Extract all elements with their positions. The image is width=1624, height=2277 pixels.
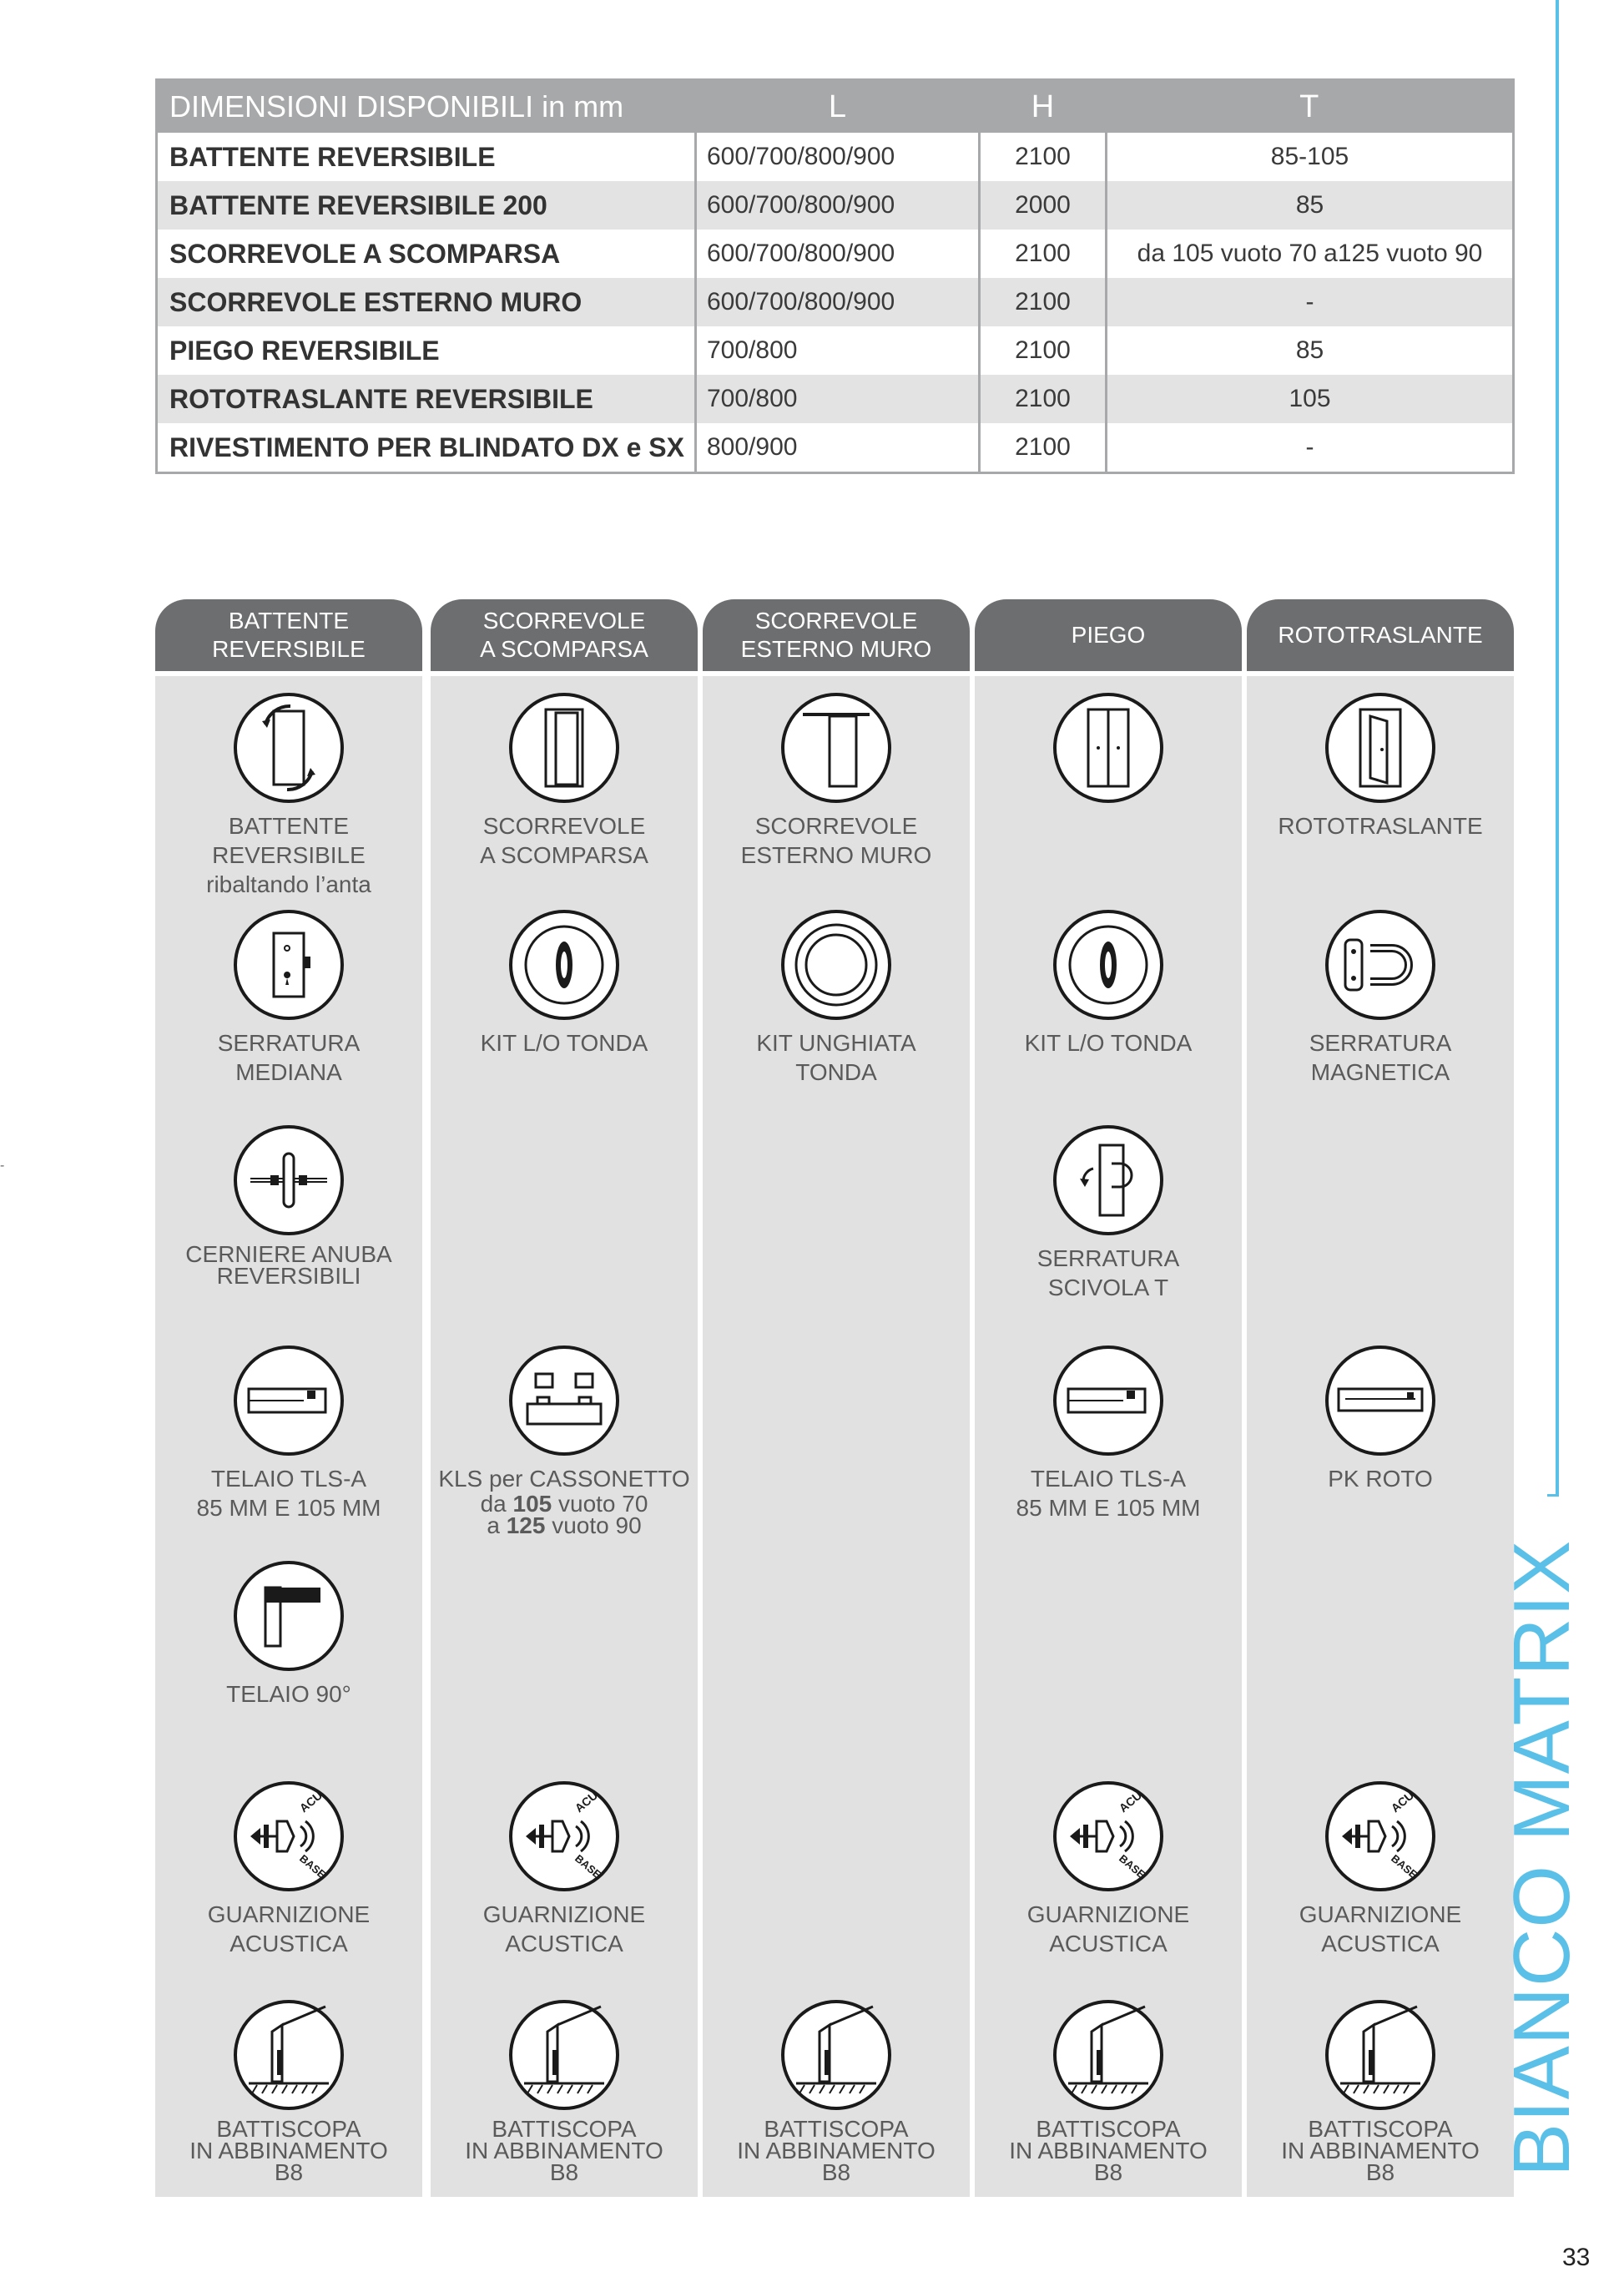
feature-label: PK ROTO [1328,1466,1433,1492]
column-title: PIEGO [975,599,1242,671]
column-body [703,676,970,2197]
feature-label: BATTISCOPA IN ABBINAMENTO B8 [465,2116,663,2185]
center-lock-icon [232,908,345,1022]
feature-label: TELAIO TLS-A 85 MM E 105 MM [196,1466,381,1521]
row-t: da 105 vuoto 70 a125 vuoto 90 [1107,230,1514,278]
round-lock-kit-icon [507,908,621,1022]
feature-label: TELAIO TLS-A 85 MM E 105 MM [1016,1466,1201,1521]
row-h: 2100 [980,230,1107,278]
feature-item [1247,908,1514,1087]
frame-profile-icon [1052,1344,1165,1457]
header-h: H [980,80,1107,134]
wall-sliding-door-icon [779,691,893,805]
feature-item [1247,1780,1514,1958]
row-t: 85 [1107,181,1514,230]
collection-title: BIANCO MATRIX [1497,1539,1586,2177]
feature-label: ROTOTRASLANTE [1278,813,1483,839]
feature-label: SCORREVOLE ESTERNO MURO [740,813,932,868]
row-name: PIEGO REVERSIBILE [169,335,440,366]
feature-item [975,1780,1242,1958]
feature-label: BATTISCOPA IN ABBINAMENTO B8 [189,2116,388,2185]
feature-label: KIT UNGHIATA TONDA [756,1030,916,1085]
hinge-icon [232,1123,345,1237]
table-row [157,326,1514,375]
feature-item [703,1998,970,2184]
column-title: ROTOTRASLANTE [1247,599,1514,671]
row-t: 105 [1107,375,1514,423]
table-row [157,278,1514,326]
kls-sub-line-2: a 125 vuoto 90 [487,1512,642,1538]
folding-door-icon [1052,691,1165,805]
feature-label: CERNIERE ANUBA REVERSIBILI [185,1241,392,1289]
feature-item [431,691,698,870]
row-l: 600/700/800/900 [696,133,980,181]
column-scorrevole-esterno-muro [703,599,970,2197]
acoustic-seal-icon [507,1780,621,1893]
row-name: BATTENTE REVERSIBILE [169,141,496,172]
feature-item [155,1559,422,1709]
kls-sub-line-1: da 105 vuoto 70 [480,1491,648,1517]
feature-item [155,1123,422,1287]
slide-lock-icon [1052,1123,1165,1237]
feature-item [975,1123,1242,1302]
feature-item [431,1780,698,1958]
pk-roto-profile-icon [1324,1344,1437,1457]
feature-item [975,1998,1242,2184]
row-l: 600/700/800/900 [696,278,980,326]
feature-item [155,1344,422,1522]
table-row [157,423,1514,473]
row-name: ROTOTRASLANTE REVERSIBILE [157,375,696,423]
row-h: 2100 [980,423,1107,473]
skirting-board-icon [1052,1998,1165,2112]
feature-label: BATTENTE REVERSIBILE ribaltando l’anta [206,813,371,897]
row-l: 800/900 [696,423,980,473]
feature-item [1247,1998,1514,2184]
column-title: BATTENTE REVERSIBILE [155,599,422,671]
feature-item [975,691,1242,805]
row-l: 600/700/800/900 [696,230,980,278]
feature-item [431,1998,698,2184]
pivot-door-icon [1324,691,1437,805]
feature-item [703,908,970,1087]
skirting-board-icon [507,1998,621,2112]
row-h: 2100 [980,326,1107,375]
feature-item [975,1344,1242,1522]
table-row [157,181,1514,230]
feature-item [155,1998,422,2184]
feature-label: BATTISCOPA IN ABBINAMENTO B8 [1281,2116,1480,2185]
table-row [157,133,1514,181]
frame-90-icon [232,1559,345,1673]
feature-label: SERRATURA SCIVOLA T [1036,1245,1180,1300]
acoustic-seal-icon [1052,1780,1165,1893]
feature-label: SCORREVOLE A SCOMPARSA [480,813,648,868]
accent-tick-line [1547,1494,1559,1497]
feature-item [1247,691,1514,841]
margin-mark: - [0,1159,5,1173]
dimensions-table [155,78,1515,474]
feature-label: GUARNIZIONE ACUSTICA [207,1901,371,1956]
feature-label: BATTISCOPA IN ABBINAMENTO B8 [1009,2116,1208,2185]
frame-profile-icon [232,1344,345,1457]
round-recess-kit-icon [779,908,893,1022]
row-name: BATTENTE REVERSIBILE 200 [157,181,696,230]
feature-label: SERRATURA MEDIANA [217,1030,361,1085]
row-l: 700/800 [696,326,980,375]
page-number: 33 [1562,2244,1591,2271]
feature-label: GUARNIZIONE ACUSTICA [1026,1901,1190,1956]
header-dimensions: DIMENSIONI DISPONIBILI in mm [157,80,696,134]
accent-vertical-line [1556,0,1559,1494]
row-name: SCORREVOLE ESTERNO MURO [157,278,696,326]
acoustic-seal-icon [232,1780,345,1893]
feature-item [155,908,422,1087]
feature-item [703,691,970,870]
feature-label: BATTISCOPA IN ABBINAMENTO B8 [737,2116,936,2185]
feature-item [155,691,422,899]
row-name: RIVESTIMENTO PER BLINDATO DX e SX [169,432,684,462]
row-l: 600/700/800/900 [696,181,980,230]
row-h: 2100 [980,278,1107,326]
feature-item [975,908,1242,1058]
feature-item [1247,1344,1514,1493]
magnetic-lock-icon [1324,908,1437,1022]
skirting-board-icon [779,1998,893,2112]
table-row [157,375,1514,423]
row-h: 2100 [980,375,1107,423]
row-l: 700/800 [696,375,980,423]
swing-door-reversible-icon [232,691,345,805]
column-battente-reversibile [155,599,422,2197]
table-header-row [157,80,1514,134]
column-piego [975,599,1242,2197]
feature-item [431,1344,698,1537]
row-t: - [1107,423,1514,473]
column-scorrevole-a-scomparsa [431,599,698,2197]
feature-label: SERRATURA MAGNETICA [1309,1030,1452,1085]
column-title: SCORREVOLE A SCOMPARSA [431,599,698,671]
row-t: - [1107,278,1514,326]
row-name: SCORREVOLE A SCOMPARSA [169,238,561,269]
skirting-board-icon [1324,1998,1437,2112]
header-t: T [1107,80,1514,134]
pocket-sliding-door-icon [507,691,621,805]
header-l: L [696,80,980,134]
feature-label: KIT L/O TONDA [480,1030,648,1056]
column-title: SCORREVOLE ESTERNO MURO [703,599,970,671]
round-lock-kit-icon [1052,908,1165,1022]
feature-label: TELAIO 90° [226,1681,351,1707]
acoustic-seal-icon [1324,1780,1437,1893]
table-row [157,230,1514,278]
feature-label: KLS per CASSONETTO [438,1466,690,1492]
kls-cassette-icon [507,1344,621,1457]
row-h: 2000 [980,181,1107,230]
column-rototraslante [1247,599,1514,2197]
feature-label: KIT L/O TONDA [1024,1030,1193,1056]
skirting-board-icon [232,1998,345,2112]
feature-item [155,1780,422,1958]
row-t: 85-105 [1107,133,1514,181]
row-h: 2100 [980,133,1107,181]
row-t: 85 [1107,326,1514,375]
feature-label: GUARNIZIONE ACUSTICA [1299,1901,1462,1956]
feature-item [431,908,698,1058]
feature-label: GUARNIZIONE ACUSTICA [482,1901,646,1956]
